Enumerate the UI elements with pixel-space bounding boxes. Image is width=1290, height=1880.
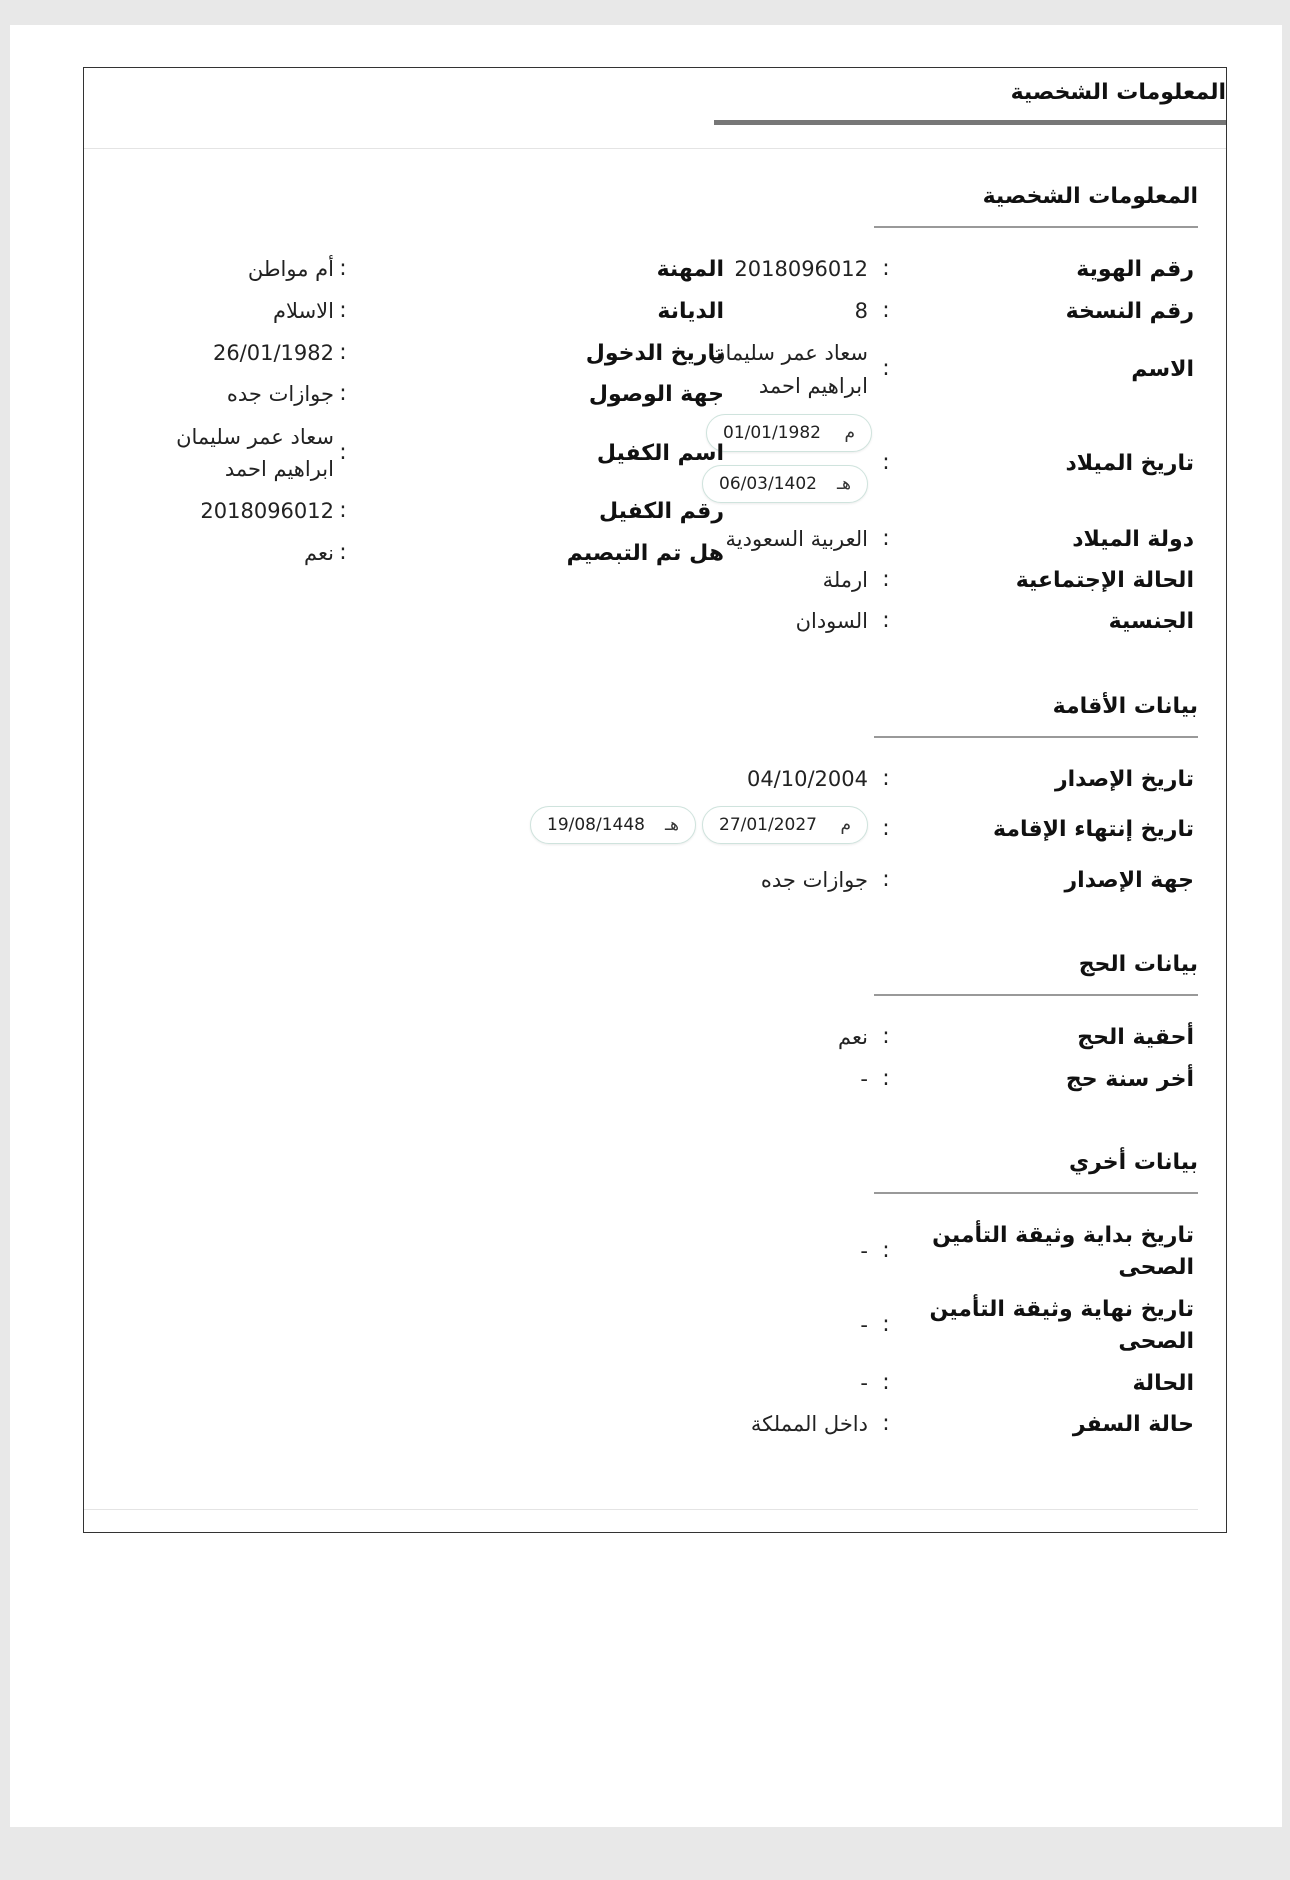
- travel-status-label: حالة السفر: [1072, 1412, 1194, 1437]
- hijri-tag: هـ: [837, 474, 851, 494]
- entry-date-label: تاريخ الدخول: [585, 341, 724, 366]
- insurance-end-label-line2: الصحى: [1118, 1329, 1194, 1354]
- section-underline: [874, 994, 1198, 996]
- id-number-value: 2018096012: [734, 257, 868, 281]
- sponsor-id-label: رقم الكفيل: [598, 499, 724, 524]
- section-underline: [874, 1192, 1198, 1194]
- colon: :: [882, 608, 890, 633]
- last-hajj-year-label: أخر سنة حج: [1065, 1067, 1194, 1092]
- colon: :: [882, 816, 890, 841]
- document-page: [10, 25, 1282, 1827]
- hajj-eligibility-label: أحقية الحج: [1077, 1025, 1194, 1050]
- footer-divider: [84, 1509, 1198, 1510]
- colon: :: [339, 340, 347, 365]
- entry-date-value: 26/01/1982: [212, 341, 334, 365]
- colon: :: [882, 1312, 890, 1337]
- status-label: الحالة: [1132, 1371, 1194, 1396]
- card-title-underline: [714, 120, 1226, 125]
- card-title: المعلومات الشخصية: [1010, 80, 1226, 105]
- birth-country-label: دولة الميلاد: [1072, 527, 1194, 552]
- colon: :: [882, 1066, 890, 1091]
- name-label: الاسم: [1131, 357, 1194, 382]
- hijri-tag: هـ: [665, 815, 679, 835]
- name-value-line2: ابراهيم احمد: [758, 374, 868, 398]
- residence-issue-date-label: تاريخ الإصدار: [1054, 767, 1194, 792]
- birth-date-hijri-pill: [702, 465, 868, 503]
- birth-date-gregorian: 01/01/1982: [723, 423, 821, 443]
- colon: :: [339, 381, 347, 406]
- occupation-label: المهنة: [656, 257, 724, 282]
- name-value-line1: سعاد عمر سليمان: [710, 341, 868, 365]
- insurance-start-label-line2: الصحى: [1118, 1255, 1194, 1280]
- marital-status-value: ارملة: [822, 568, 868, 592]
- occupation-value: أم مواطن: [247, 257, 334, 281]
- gregorian-tag: م: [844, 423, 855, 443]
- arrival-port-label: جهة الوصول: [588, 382, 724, 407]
- colon: :: [882, 1238, 890, 1263]
- personal-info-card: [83, 67, 1227, 1533]
- residence-issue-date-value: 04/10/2004: [746, 767, 868, 791]
- sponsor-name-label: اسم الكفيل: [596, 441, 724, 466]
- copy-number-value: 8: [854, 299, 868, 323]
- fingerprint-value: نعم: [304, 541, 334, 565]
- colon: :: [882, 567, 890, 592]
- colon: :: [339, 440, 347, 465]
- birth-date-label: تاريخ الميلاد: [1065, 451, 1194, 476]
- colon: :: [882, 867, 890, 892]
- arrival-port-value: جوازات جده: [226, 382, 334, 406]
- colon: :: [339, 540, 347, 565]
- fingerprint-label: هل تم التبصيم: [566, 541, 724, 566]
- gregorian-tag: م: [840, 815, 851, 835]
- residence-issuer-value: جوازات جده: [760, 868, 868, 892]
- insurance-end-label-line1: تاريخ نهاية وثيقة التأمين: [929, 1297, 1194, 1322]
- section-title-residence: بيانات الأقامة: [1052, 694, 1198, 719]
- nationality-value: السودان: [795, 609, 868, 633]
- colon: :: [882, 450, 890, 475]
- sponsor-name-line2: ابراهيم احمد: [224, 457, 334, 481]
- insurance-start-label-line1: تاريخ بداية وثيقة التأمين: [932, 1223, 1194, 1248]
- residence-expiry-gregorian-pill: [702, 806, 868, 844]
- section-underline: [874, 736, 1198, 738]
- residence-expiry-hijri-pill: [530, 806, 696, 844]
- residence-issuer-label: جهة الإصدار: [1064, 868, 1194, 893]
- last-hajj-year-value: -: [860, 1067, 868, 1091]
- hajj-eligibility-value: نعم: [838, 1025, 868, 1049]
- residence-expiry-gregorian: 27/01/2027: [719, 815, 817, 835]
- colon: :: [339, 256, 347, 281]
- colon: :: [882, 1370, 890, 1395]
- colon: :: [339, 498, 347, 523]
- religion-label: الديانة: [657, 299, 724, 324]
- sponsor-name-line1: سعاد عمر سليمان: [176, 425, 334, 449]
- colon: :: [882, 766, 890, 791]
- marital-status-label: الحالة الإجتماعية: [1015, 568, 1194, 593]
- religion-value: الاسلام: [273, 299, 334, 323]
- section-title-other: بيانات أخري: [1068, 1150, 1198, 1175]
- colon: :: [882, 526, 890, 551]
- birth-date-gregorian-pill: [706, 414, 872, 452]
- birth-country-value: العربية السعودية: [725, 527, 868, 551]
- header-divider: [84, 148, 1226, 149]
- colon: :: [882, 1411, 890, 1436]
- status-value: -: [860, 1371, 868, 1395]
- nationality-label: الجنسية: [1108, 609, 1194, 634]
- colon: :: [882, 298, 890, 323]
- residence-expiry-hijri: 19/08/1448: [547, 815, 645, 835]
- residence-expiry-label: تاريخ إنتهاء الإقامة: [993, 817, 1194, 842]
- colon: :: [882, 256, 890, 281]
- birth-date-hijri: 06/03/1402: [719, 474, 817, 494]
- colon: :: [882, 356, 890, 381]
- id-number-label: رقم الهوية: [1076, 257, 1194, 282]
- copy-number-label: رقم النسخة: [1065, 299, 1194, 324]
- sponsor-id-value: 2018096012: [200, 499, 334, 523]
- section-underline: [874, 226, 1198, 228]
- section-title-hajj: بيانات الحج: [1078, 952, 1198, 977]
- insurance-end-value: -: [860, 1313, 868, 1337]
- insurance-start-value: -: [860, 1239, 868, 1263]
- colon: :: [882, 1024, 890, 1049]
- colon: :: [339, 298, 347, 323]
- travel-status-value: داخل المملكة: [750, 1412, 868, 1436]
- section-title-personal: المعلومات الشخصية: [982, 184, 1198, 209]
